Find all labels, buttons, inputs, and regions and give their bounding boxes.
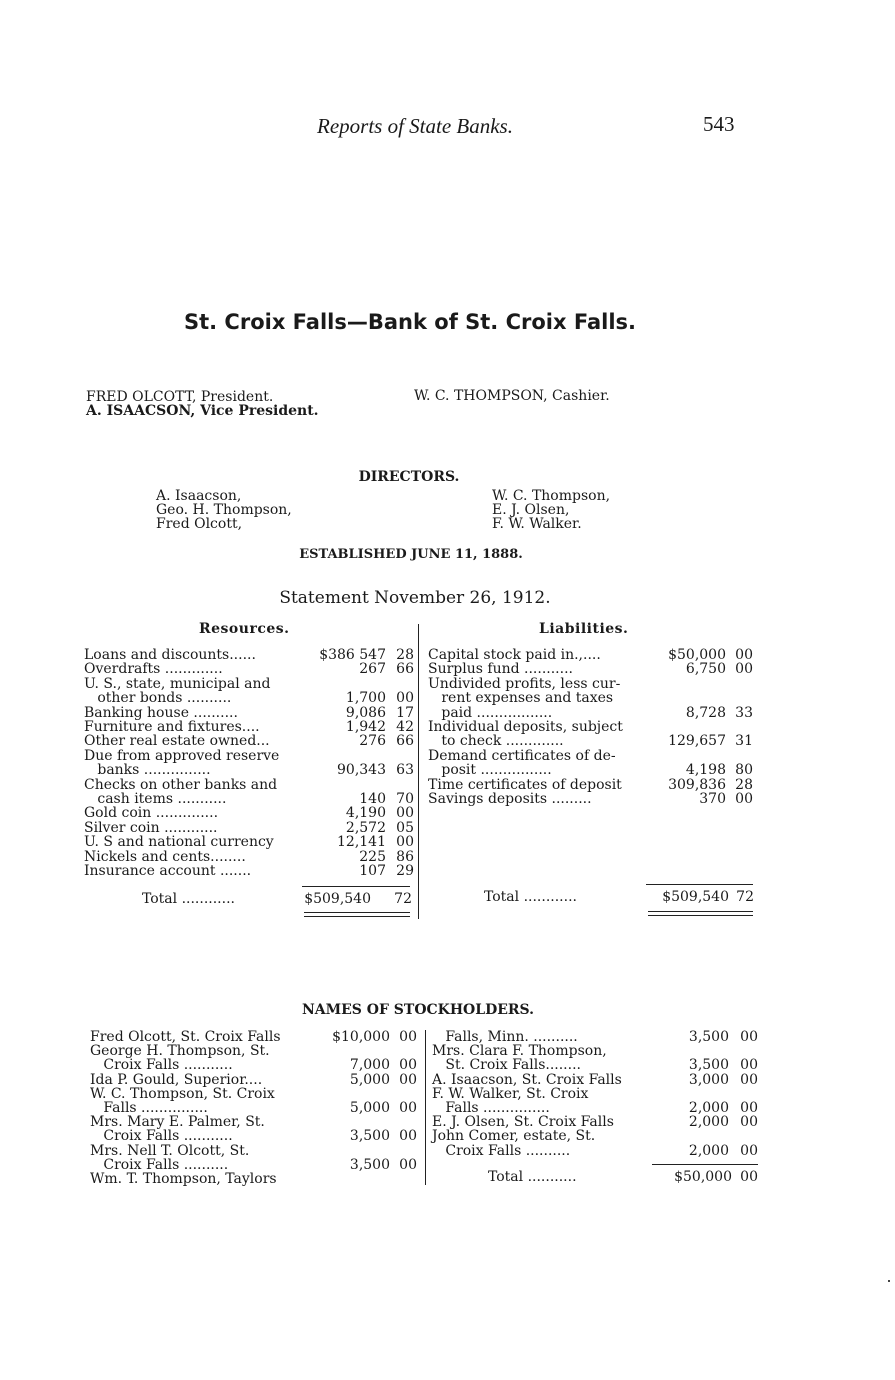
resources-double-rule xyxy=(304,916,410,917)
table-row xyxy=(90,1073,417,1087)
row-label: U. S., state, municipal and xyxy=(84,675,271,692)
table-row xyxy=(432,1144,758,1158)
table-row xyxy=(84,835,414,849)
table-row xyxy=(84,720,414,734)
total-label: Total ............ xyxy=(484,889,577,905)
total-label: Total ........... xyxy=(488,1169,577,1185)
table-row xyxy=(90,1101,417,1115)
row-label: Ida P. Gould, Superior.... xyxy=(90,1071,263,1088)
row-amount: 12,141 xyxy=(337,834,386,851)
stockholders-heading: NAMES OF STOCKHOLDERS. xyxy=(301,1002,535,1018)
row-label: posit ................ xyxy=(428,762,552,779)
row-label: Croix Falls ........... xyxy=(90,1057,233,1074)
row-cents: 00 xyxy=(740,1071,758,1088)
row-cents: 70 xyxy=(396,791,414,807)
row-label: Mrs. Clara F. Thompson, xyxy=(432,1043,607,1060)
page-number: 543 xyxy=(703,112,735,136)
row-label: John Comer, estate, St. xyxy=(432,1128,596,1145)
row-label: Undivided profits, less cur- xyxy=(428,675,621,692)
row-cents: 00 xyxy=(735,647,753,663)
row-amount: 2,000 xyxy=(688,1114,729,1131)
row-cents: 63 xyxy=(396,762,414,779)
director-name: A. Isaacson, xyxy=(156,488,242,504)
row-cents: 00 xyxy=(740,1114,758,1131)
president-line: FRED OLCOTT, President. xyxy=(86,389,274,405)
row-cents: 33 xyxy=(735,704,753,721)
table-row xyxy=(432,1073,758,1087)
table-row xyxy=(428,691,753,705)
liabilities-total-row xyxy=(484,890,754,906)
table-row xyxy=(428,720,753,734)
row-amount: 6,750 xyxy=(685,661,726,678)
row-amount: 267 xyxy=(359,661,386,678)
row-label: Falls ............... xyxy=(90,1100,208,1116)
row-amount: $50,000 xyxy=(668,647,726,663)
margin-mark xyxy=(888,1280,890,1282)
row-amount: 5,000 xyxy=(349,1071,390,1088)
row-cents: 00 xyxy=(735,791,753,807)
row-cents: 00 xyxy=(396,834,414,851)
row-label: Savings deposits ......... xyxy=(428,791,592,807)
row-label: Furniture and fixtures.... xyxy=(84,719,260,735)
table-row xyxy=(90,1115,417,1129)
row-label: E. J. Olsen, St. Croix Falls xyxy=(432,1114,614,1131)
table-row xyxy=(90,1129,417,1143)
row-cents: 29 xyxy=(396,863,414,879)
row-label: Due from approved reserve xyxy=(84,747,280,764)
table-row xyxy=(90,1058,417,1072)
table-row xyxy=(428,662,753,676)
row-label: F. W. Walker, St. Croix xyxy=(432,1085,589,1102)
liabilities-double-rule xyxy=(648,911,753,912)
row-cents: 00 xyxy=(740,1057,758,1074)
row-amount: 225 xyxy=(359,848,386,865)
row-label: Mrs. Nell T. Olcott, St. xyxy=(90,1142,250,1159)
row-label: other bonds .......... xyxy=(84,690,232,707)
row-label: Falls, Minn. .......... xyxy=(432,1029,578,1045)
table-row xyxy=(84,706,414,720)
row-cents: 00 xyxy=(740,1029,758,1045)
row-cents: 66 xyxy=(396,661,414,678)
row-amount: 2,000 xyxy=(688,1100,729,1116)
table-row xyxy=(90,1172,417,1186)
row-label: Surplus fund ........... xyxy=(428,661,573,678)
row-label: W. C. Thompson, St. Croix xyxy=(90,1085,275,1102)
row-cents: 00 xyxy=(396,805,414,822)
liabilities-double-rule xyxy=(648,915,753,916)
row-label: St. Croix Falls........ xyxy=(432,1057,581,1074)
director-name: E. J. Olsen, xyxy=(492,502,570,518)
table-row xyxy=(84,821,414,835)
total-amount: $509,540 xyxy=(304,891,371,907)
row-label: Silver coin ............ xyxy=(84,819,218,836)
total-amount: $509,540 xyxy=(662,889,729,905)
row-label: A. Isaacson, St. Croix Falls xyxy=(432,1071,622,1088)
row-cents: 80 xyxy=(735,762,753,779)
row-cents: 28 xyxy=(735,776,753,793)
table-row xyxy=(432,1087,758,1101)
table-row xyxy=(432,1129,758,1143)
resources-total-row xyxy=(142,892,412,908)
stockholders-total-rule xyxy=(652,1164,758,1165)
table-row xyxy=(428,763,753,777)
table-row xyxy=(84,806,414,820)
row-label: rent expenses and taxes xyxy=(428,690,614,707)
table-row xyxy=(432,1115,758,1129)
row-amount: 276 xyxy=(359,733,386,750)
row-label: U. S and national currency xyxy=(84,834,274,851)
table-row xyxy=(90,1030,417,1044)
row-amount: 370 xyxy=(699,791,726,807)
row-cents: 00 xyxy=(399,1071,417,1088)
director-name: F. W. Walker. xyxy=(492,516,582,532)
total-label: Total ............ xyxy=(142,891,235,907)
row-amount: 2,572 xyxy=(345,819,386,836)
table-row xyxy=(432,1030,758,1044)
table-row xyxy=(90,1144,417,1158)
row-label: Croix Falls .......... xyxy=(432,1142,571,1159)
table-row xyxy=(428,677,753,691)
row-label: Insurance account ....... xyxy=(84,863,252,879)
row-cents: 28 xyxy=(396,647,414,663)
table-row xyxy=(432,1044,758,1058)
table-row xyxy=(84,734,414,748)
row-label: Time certificates of deposit xyxy=(428,776,622,793)
row-label: George H. Thompson, St. xyxy=(90,1043,270,1060)
total-amount: $50,000 xyxy=(674,1169,732,1185)
table-row xyxy=(428,706,753,720)
table-row xyxy=(428,734,753,748)
row-amount: 5,000 xyxy=(349,1100,390,1116)
row-label: Fred Olcott, St. Croix Falls xyxy=(90,1029,281,1045)
table-row xyxy=(84,662,414,676)
row-cents: 00 xyxy=(740,1142,758,1159)
row-cents: 66 xyxy=(396,733,414,750)
row-cents: 17 xyxy=(396,704,414,721)
row-cents: 00 xyxy=(399,1057,417,1074)
row-label: Croix Falls ........... xyxy=(90,1128,233,1145)
row-amount: 3,500 xyxy=(349,1128,390,1145)
table-row xyxy=(84,864,414,878)
row-amount: 9,086 xyxy=(345,704,386,721)
row-label: banks ............... xyxy=(84,762,211,779)
table-row xyxy=(90,1158,417,1172)
row-amount: 4,190 xyxy=(345,805,386,822)
row-amount: 90,343 xyxy=(337,762,386,779)
liabilities-heading: Liabilities. xyxy=(539,621,629,637)
table-row xyxy=(432,1101,758,1115)
row-amount: 1,942 xyxy=(345,719,386,735)
table-row xyxy=(84,778,414,792)
row-amount: 3,500 xyxy=(688,1029,729,1045)
row-cents: 00 xyxy=(399,1029,417,1045)
row-amount: 1,700 xyxy=(345,690,386,707)
row-amount: 129,657 xyxy=(668,733,726,750)
row-label: to check ............. xyxy=(428,733,564,750)
row-label: Nickels and cents........ xyxy=(84,848,246,865)
row-cents: 00 xyxy=(399,1128,417,1145)
table-row xyxy=(432,1058,758,1072)
table-row xyxy=(84,763,414,777)
row-amount: 3,500 xyxy=(688,1057,729,1074)
total-cents: 72 xyxy=(736,889,754,905)
row-amount: $386 547 xyxy=(319,647,386,663)
directors-heading: DIRECTORS. xyxy=(358,469,460,485)
table-row xyxy=(428,648,753,662)
row-label: paid ................. xyxy=(428,704,553,721)
row-amount: 140 xyxy=(359,791,386,807)
row-label: Other real estate owned... xyxy=(84,733,270,750)
row-label: cash items ........... xyxy=(84,791,227,807)
row-label: Loans and discounts...... xyxy=(84,647,256,663)
row-amount: 8,728 xyxy=(685,704,726,721)
statement-divider xyxy=(418,624,419,919)
row-label: Checks on other banks and xyxy=(84,776,278,793)
table-row xyxy=(90,1087,417,1101)
row-label: Demand certificates of de- xyxy=(428,747,616,764)
row-label: Falls ............... xyxy=(432,1100,550,1116)
row-cents: 86 xyxy=(396,848,414,865)
row-amount: 4,198 xyxy=(685,762,726,779)
row-amount: 7,000 xyxy=(349,1057,390,1074)
running-title: Reports of State Banks. xyxy=(317,114,513,138)
table-row xyxy=(428,792,753,806)
row-amount: 3,500 xyxy=(349,1156,390,1173)
row-cents: 00 xyxy=(740,1100,758,1116)
table-row xyxy=(84,850,414,864)
row-cents: 05 xyxy=(396,819,414,836)
row-cents: 00 xyxy=(399,1156,417,1173)
stockholders-total-row xyxy=(488,1170,760,1186)
table-row xyxy=(84,677,414,691)
liabilities-total-rule xyxy=(646,884,753,885)
row-amount: 2,000 xyxy=(688,1142,729,1159)
table-row xyxy=(84,691,414,705)
total-cents: 00 xyxy=(740,1169,758,1185)
director-name: Geo. H. Thompson, xyxy=(156,502,292,518)
row-label: Croix Falls .......... xyxy=(90,1156,229,1173)
director-name: Fred Olcott, xyxy=(156,516,243,532)
row-amount: 309,836 xyxy=(668,776,726,793)
row-label: Gold coin .............. xyxy=(84,805,219,822)
statement-date: Statement November 26, 1912. xyxy=(279,588,551,608)
row-amount: $10,000 xyxy=(332,1029,390,1045)
row-label: Individual deposits, subject xyxy=(428,719,623,735)
row-cents: 42 xyxy=(396,719,414,735)
table-row xyxy=(90,1044,417,1058)
row-cents: 00 xyxy=(735,661,753,678)
table-row xyxy=(84,792,414,806)
table-row xyxy=(428,778,753,792)
vice-president-line: A. ISAACSON, Vice President. xyxy=(86,403,319,419)
row-amount: 3,000 xyxy=(688,1071,729,1088)
row-label: Capital stock paid in.,.... xyxy=(428,647,601,663)
row-cents: 31 xyxy=(735,733,753,750)
row-label: Banking house .......... xyxy=(84,704,238,721)
established-line: ESTABLISHED JUNE 11, 1888. xyxy=(299,547,523,562)
cashier-line: W. C. THOMPSON, Cashier. xyxy=(414,388,610,404)
stockholders-divider xyxy=(425,1030,426,1185)
row-cents: 00 xyxy=(399,1100,417,1116)
table-row xyxy=(84,648,414,662)
resources-heading: Resources. xyxy=(199,621,290,637)
table-row xyxy=(84,749,414,763)
table-row xyxy=(428,749,753,763)
total-cents: 72 xyxy=(394,891,412,907)
resources-double-rule xyxy=(304,912,410,913)
row-label: Overdrafts ............. xyxy=(84,661,223,678)
row-label: Wm. T. Thompson, Taylors xyxy=(90,1171,277,1187)
bank-title: St. Croix Falls—Bank of St. Croix Falls. xyxy=(183,310,637,334)
director-name: W. C. Thompson, xyxy=(492,488,611,504)
resources-total-rule xyxy=(302,886,410,887)
row-amount: 107 xyxy=(359,863,386,879)
row-cents: 00 xyxy=(396,690,414,707)
row-label: Mrs. Mary E. Palmer, St. xyxy=(90,1114,265,1131)
